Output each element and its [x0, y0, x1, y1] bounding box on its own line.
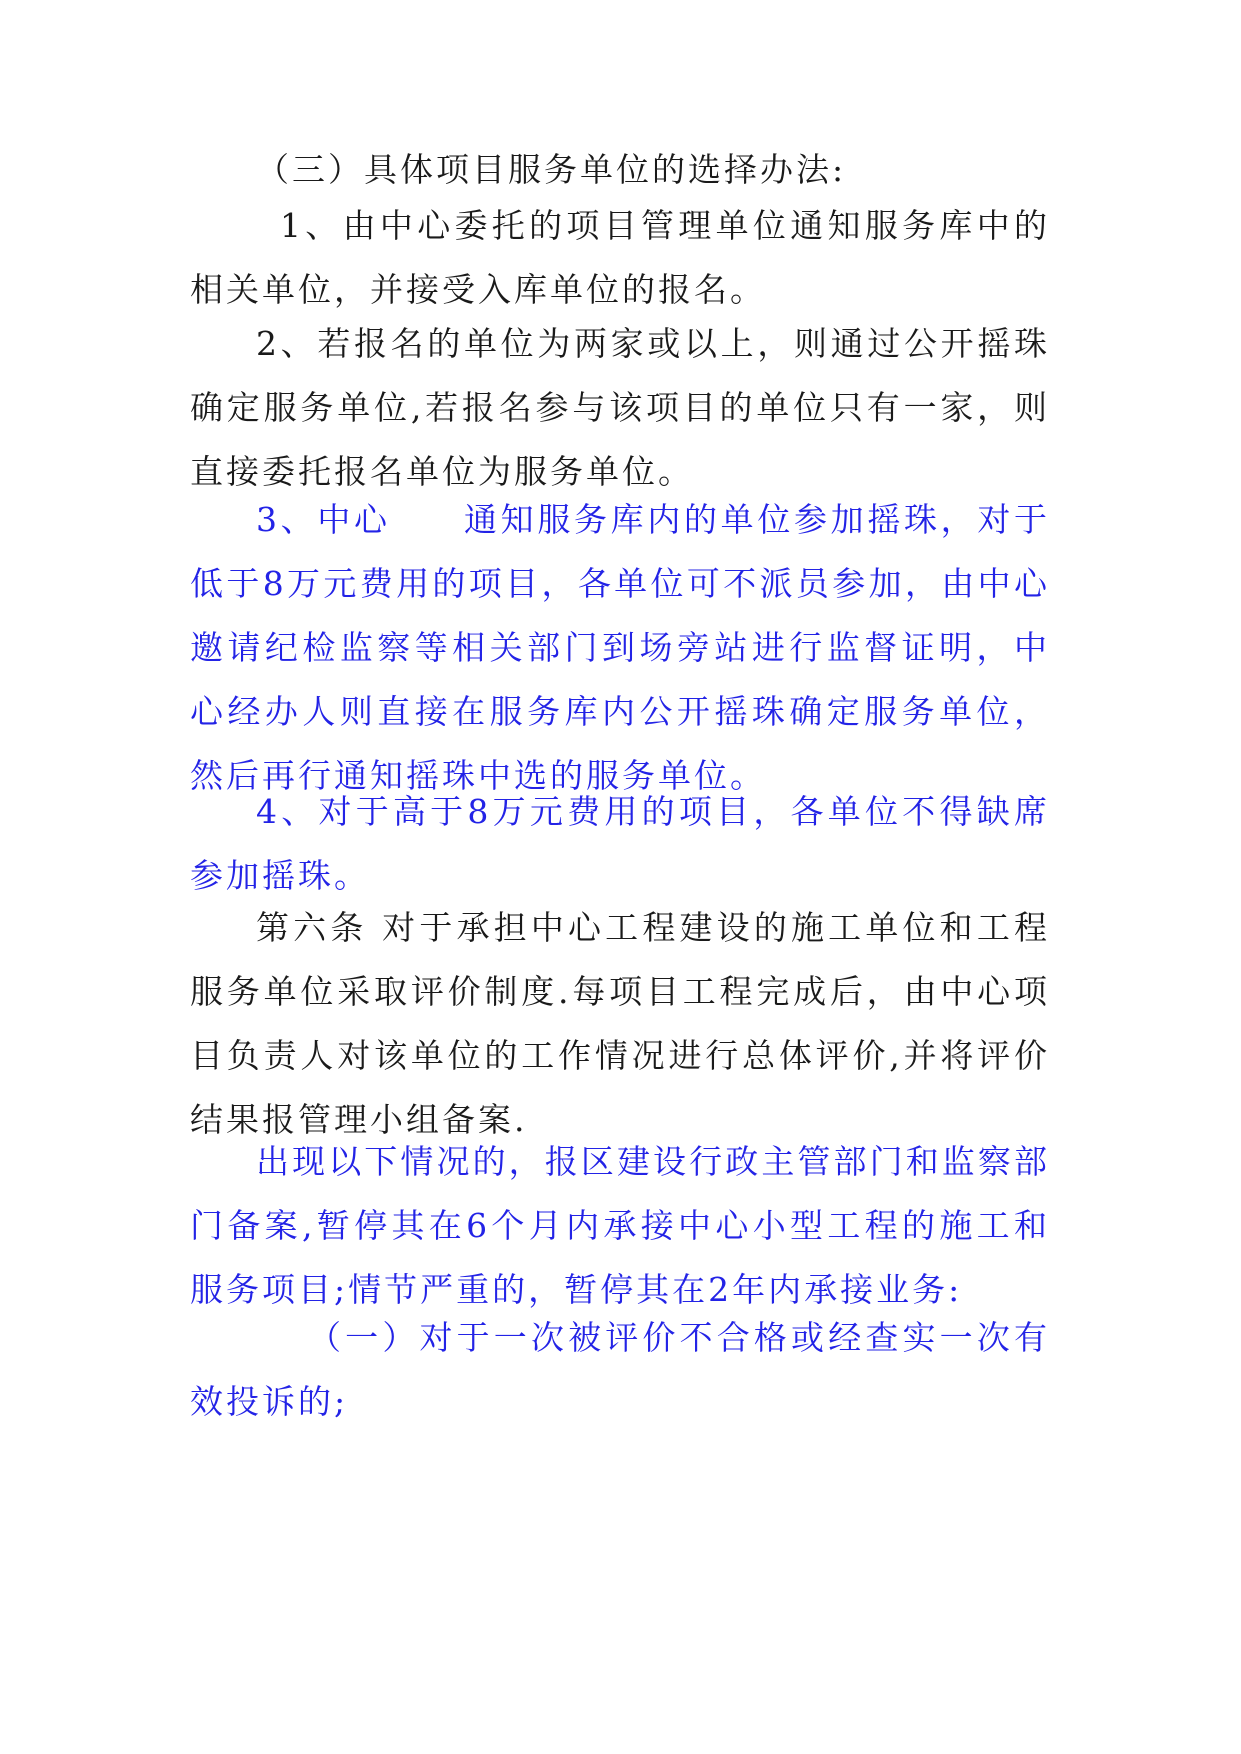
paragraph-conditions-intro: 出现以下情况的，报区建设行政主管部门和监察部门备案,暂停其在6个月内承接中心小型工程的施工和服务项目;情节严重的，暂停其在2年内承接业务: [190, 1142, 1050, 1309]
paragraph-item-4: 4、对于高于8万元费用的项目，各单位不得缺席参加摇珠。 [190, 792, 1050, 895]
paragraph-condition-1: （一）对于一次被评价不合格或经查实一次有效投诉的; [190, 1318, 1050, 1421]
section-heading-selection-method: （三）具体项目服务单位的选择办法: [256, 150, 847, 189]
paragraph-article-6: 第六条 对于承担中心工程建设的施工单位和工程服务单位采取评价制度.每项目工程完成后，由中心项目负责人对该单位的工作情况进行总体评价,并将评价结果报管理小组备案. [190, 908, 1050, 1139]
paragraph-item-3: 3、中心 通知服务库内的单位参加摇珠，对于低于8万元费用的项目，各单位可不派员参加，由中心邀请纪检监察等相关部门到场旁站进行监督证明，中心经办人则直接在服务库内公开摇珠确定服务单位，然后再行通知摇珠中选的服务单位。 [190, 500, 1050, 795]
paragraph-item-2: 2、若报名的单位为两家或以上，则通过公开摇珠确定服务单位,若报名参与该项目的单位只有一家，则直接委托报名单位为服务单位。 [190, 324, 1050, 491]
paragraph-item-1: 1、由中心委托的项目管理单位通知服务库中的相关单位，并接受入库单位的报名。 [190, 206, 1050, 309]
